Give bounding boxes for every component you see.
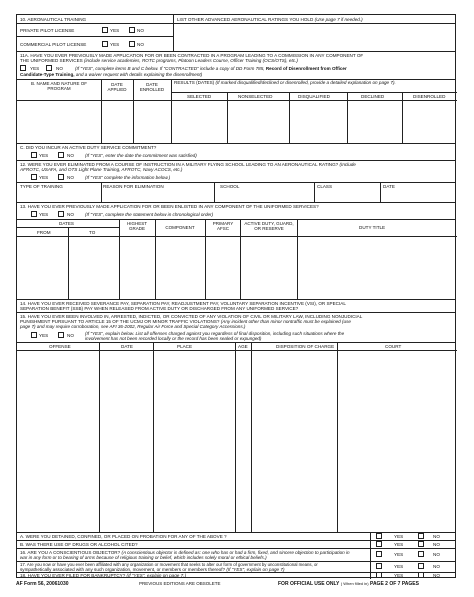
reason-for-elimination-header: REASON FOR ELIMINATION <box>103 184 164 189</box>
no-label: NO <box>67 175 74 180</box>
section-10-title: 10. AERONAUTICAL TRAINING <box>20 17 87 22</box>
12-yes-checkbox[interactable] <box>31 174 37 180</box>
yes-label: YES <box>394 534 404 539</box>
17-no-checkbox[interactable] <box>418 563 424 569</box>
no-label: NO <box>56 66 63 71</box>
question-a: A. WERE YOU DETAINED, CONFINED, OR PLACED ON PROBATION FOR ANY OF THE ABOVE ? <box>20 534 227 539</box>
section-15-question-line2: PUNISHMENT PURSUANT TO ARTICLE 15 OF THE UCMJ OR MINOR TRAFFIC VIOLATIONS? (Any incident other than minor nontraffic must be explained (use <box>20 319 351 324</box>
yes-label: YES <box>39 333 49 338</box>
type-of-training-header: TYPE OF TRAINING <box>20 184 63 189</box>
16-no-checkbox[interactable] <box>418 551 424 557</box>
duty-title-header: DUTY TITLE <box>359 225 386 230</box>
court-header: COURT <box>385 344 402 349</box>
date-applied-header: DATE APPLIED <box>107 82 127 92</box>
b-no-checkbox[interactable] <box>418 541 424 547</box>
18-no-checkbox[interactable] <box>418 572 424 578</box>
question-18: 18. HAVE YOU EVER FILED FOR BANKRUPTCY? (If "YES", explain on page 7.) <box>20 573 186 578</box>
17-yes-checkbox[interactable] <box>376 563 382 569</box>
question-b: B. WAS THERE USE OF DRUGS OR ALCOHOL CITED? <box>20 542 138 547</box>
b-yes-checkbox[interactable] <box>376 541 382 547</box>
yes-label: YES <box>39 153 49 158</box>
question-16-line2: war in any form or to bearing of arms because of religious training or belief, which includes solely moral or ethical beliefs.) <box>20 555 267 560</box>
11c-yes-checkbox[interactable] <box>31 152 37 158</box>
commercial-yes-checkbox[interactable] <box>102 41 108 47</box>
section-11a-question: 11A. HAVE YOU EVER PREVIOUSLY MADE APPLICATION FOR OR BEEN CONTRACTED IN A PROGRAM LEADING TO A COMMISSION IN ANY COMPONENT OF <box>20 53 364 58</box>
af-form-56-page-2 <box>16 14 456 578</box>
yes-label: YES <box>394 552 404 557</box>
age-header: AGE <box>238 344 248 349</box>
primary-afsc-header: PRIMARY AFSC <box>212 221 234 231</box>
yes-label: YES <box>394 542 404 547</box>
11c-question: C. DID YOU INCUR AN ACTIVE DUTY SERVICE COMMITMENT? <box>20 145 157 150</box>
question-17-line2: sympathetically associated with any such organization, movement, or members or members thereof? (If "YES", explain on page 7) <box>20 567 285 572</box>
section-12-question-line2: AFROTC, USAFA, and OTS Light Plane Training, AFROTC, Navy ACOCS, etc.) <box>20 167 183 172</box>
section-15-question-line3: page 7) and may require corroboration, see AFI 36-2002, Regular Air Force and Special Category Accessions.) <box>20 324 246 329</box>
11a-note: (If "YES", complete items B and C below. If "CONTRACTED" include a copy of DD Form 785, Record of Disenrollment from Officer <box>75 66 347 71</box>
section-13-question: 13. HAVE YOU EVER PREVIOUSLY MADE APPLICATION FOR OR BEEN ENLISTED IN ANY COMPONENT OF THE UNIFORMED SERVICES? <box>20 204 319 209</box>
no-label: NO <box>67 333 74 338</box>
disposition-header: DISPOSITION OF CHARGE <box>276 344 335 349</box>
private-yes-checkbox[interactable] <box>102 27 108 33</box>
no-label: NO <box>67 212 74 217</box>
form-number: AF Form 56, 20061030 <box>16 581 69 587</box>
component-header: COMPONENT <box>165 225 195 230</box>
no-label: NO <box>433 564 440 569</box>
school-header: SCHOOL <box>220 184 240 189</box>
no-label: NO <box>433 552 440 557</box>
no-label: NO <box>137 42 144 47</box>
place-header: PLACE <box>177 344 193 349</box>
declined-header: DECLINED <box>361 94 385 99</box>
yes-label: YES <box>39 212 49 217</box>
a-no-checkbox[interactable] <box>418 533 424 539</box>
16-yes-checkbox[interactable] <box>376 551 382 557</box>
no-label: NO <box>433 534 440 539</box>
13-yes-checkbox[interactable] <box>31 211 37 217</box>
date-enrolled-header: DATE ENROLLED <box>139 82 165 92</box>
nonselected-header: NONSELECTED <box>238 94 273 99</box>
13-no-checkbox[interactable] <box>58 211 64 217</box>
section-15-question: 15. HAVE YOU EVER BEEN INVOLVED IN, ARRESTED, INDICTED, OR CONVICTED OF ANY VIOLATION OF CIVIL OR MILITARY LAW, INCLUDING NONJUDICIAL <box>20 314 363 319</box>
yes-label: YES <box>30 66 40 71</box>
15-yes-checkbox[interactable] <box>31 332 37 338</box>
to-header: TO <box>89 230 96 235</box>
yes-label: YES <box>394 573 404 578</box>
dates-header: DATES <box>59 221 74 226</box>
13-note: (If "YES", complete the statement below in chronological order) <box>85 212 214 217</box>
no-label: NO <box>433 573 440 578</box>
no-label: NO <box>433 542 440 547</box>
a-yes-checkbox[interactable] <box>376 533 382 539</box>
private-pilot-label: PRIVATE PILOT LICENSE <box>20 28 75 33</box>
11c-note: (If "YES", enter the date the commitment was satisfied) <box>85 153 197 158</box>
disenrolled-header: DISENROLLED <box>413 94 446 99</box>
no-label: NO <box>137 28 144 33</box>
11a-yes-checkbox[interactable] <box>20 65 26 71</box>
selected-header: SELECTED <box>187 94 212 99</box>
section-11a-question-line2: THE UNIFORMED SERVICES (include service academies, ROTC programs, Platoon Leaders Course, Officer Training (OCS/OTS), etc.) <box>20 58 298 63</box>
11a-no-checkbox[interactable] <box>46 65 52 71</box>
results-header: RESULTS (DATES) (If marked disqualified/declined or disenrolled, provide a detailed explanation on page 7). <box>174 80 396 85</box>
highest-grade-header: HIGHEST GRADE <box>126 221 147 231</box>
11b-program-header: B. NAME AND NATURE OF PROGRAM <box>31 81 87 91</box>
11c-no-checkbox[interactable] <box>58 152 64 158</box>
commercial-no-checkbox[interactable] <box>129 41 135 47</box>
previous-editions-note: PREVIOUS EDITIONS ARE OBSOLETE <box>139 581 221 586</box>
section-14-question-line2: SEPARATION BENEFIT (SSB) PAY WHEN RELEASED FROM ACTIVE DUTY OR DISCHARGED FROM ANY UNIFORMED SERVICE? <box>20 306 299 311</box>
11a-note-line2: Candidate-Type Training, and a waiver request with details explaining the disenrollment) <box>20 72 203 77</box>
yes-label: YES <box>394 564 404 569</box>
class-header: CLASS <box>317 184 333 189</box>
question-16: 16. ARE YOU A CONSCIENTIOUS OBJECTOR? (A conscientious objector is defined as: one who has or had a firm, fixed, and sincere objection to participation in <box>20 550 350 555</box>
other-ratings-label: LIST OTHER ADVANCED AERONAUTICAL RATINGS YOU HOLD (Use page 7 if needed.) <box>177 17 363 22</box>
15-no-checkbox[interactable] <box>58 332 64 338</box>
commercial-pilot-label: COMMERCIAL PILOT LICENSE <box>20 42 87 47</box>
private-no-checkbox[interactable] <box>129 27 135 33</box>
offense-header: OFFENSE <box>49 344 71 349</box>
yes-label: YES <box>110 42 120 47</box>
question-17: 17. Are you now or have you ever been affiliated with any organization or movement that seeks to alter our form of government by unconstitutional means, or <box>20 562 318 567</box>
12-no-checkbox[interactable] <box>58 174 64 180</box>
active-duty-header: ACTIVE DUTY, GUARD, OR RESERVE <box>244 221 294 231</box>
date-header: DATE <box>121 344 133 349</box>
section-12-question: 12. WERE YOU EVER ELIMINATED FROM A COURSE OF INSTRUCTION IN A MILITARY FLYING SCHOOL LEADING TO AN AERONAUTICAL RATING? (Include <box>20 162 356 167</box>
18-yes-checkbox[interactable] <box>376 572 382 578</box>
15-note-line2: involvement has not been recorded locally or the record has been sealed or expunged) <box>85 336 262 341</box>
date-header: DATE <box>383 184 395 189</box>
disqualified-header: DISQUALIFIED <box>298 94 330 99</box>
section-14-question: 14. HAVE YOU EVER RECEIVED SEVERANCE PAY, SEPARATION PAY, READJUSTMENT PAY, VOLUNTARY SEPARATION INCENTIVE (VSI), OR SPECIAL <box>20 301 346 306</box>
from-header: FROM <box>37 230 51 235</box>
12-note: (If "YES" complete the information below.) <box>85 175 171 180</box>
15-note: (If "YES", explain below. List all offenses charged against you regardless of final disposition, including such situations where the <box>85 331 345 336</box>
yes-label: YES <box>39 175 49 180</box>
official-use-footer: FOR OFFICIAL USE ONLY ( When filled in) PAGE 2 OF 7 PAGES <box>278 581 419 587</box>
yes-label: YES <box>110 28 120 33</box>
no-label: NO <box>67 153 74 158</box>
